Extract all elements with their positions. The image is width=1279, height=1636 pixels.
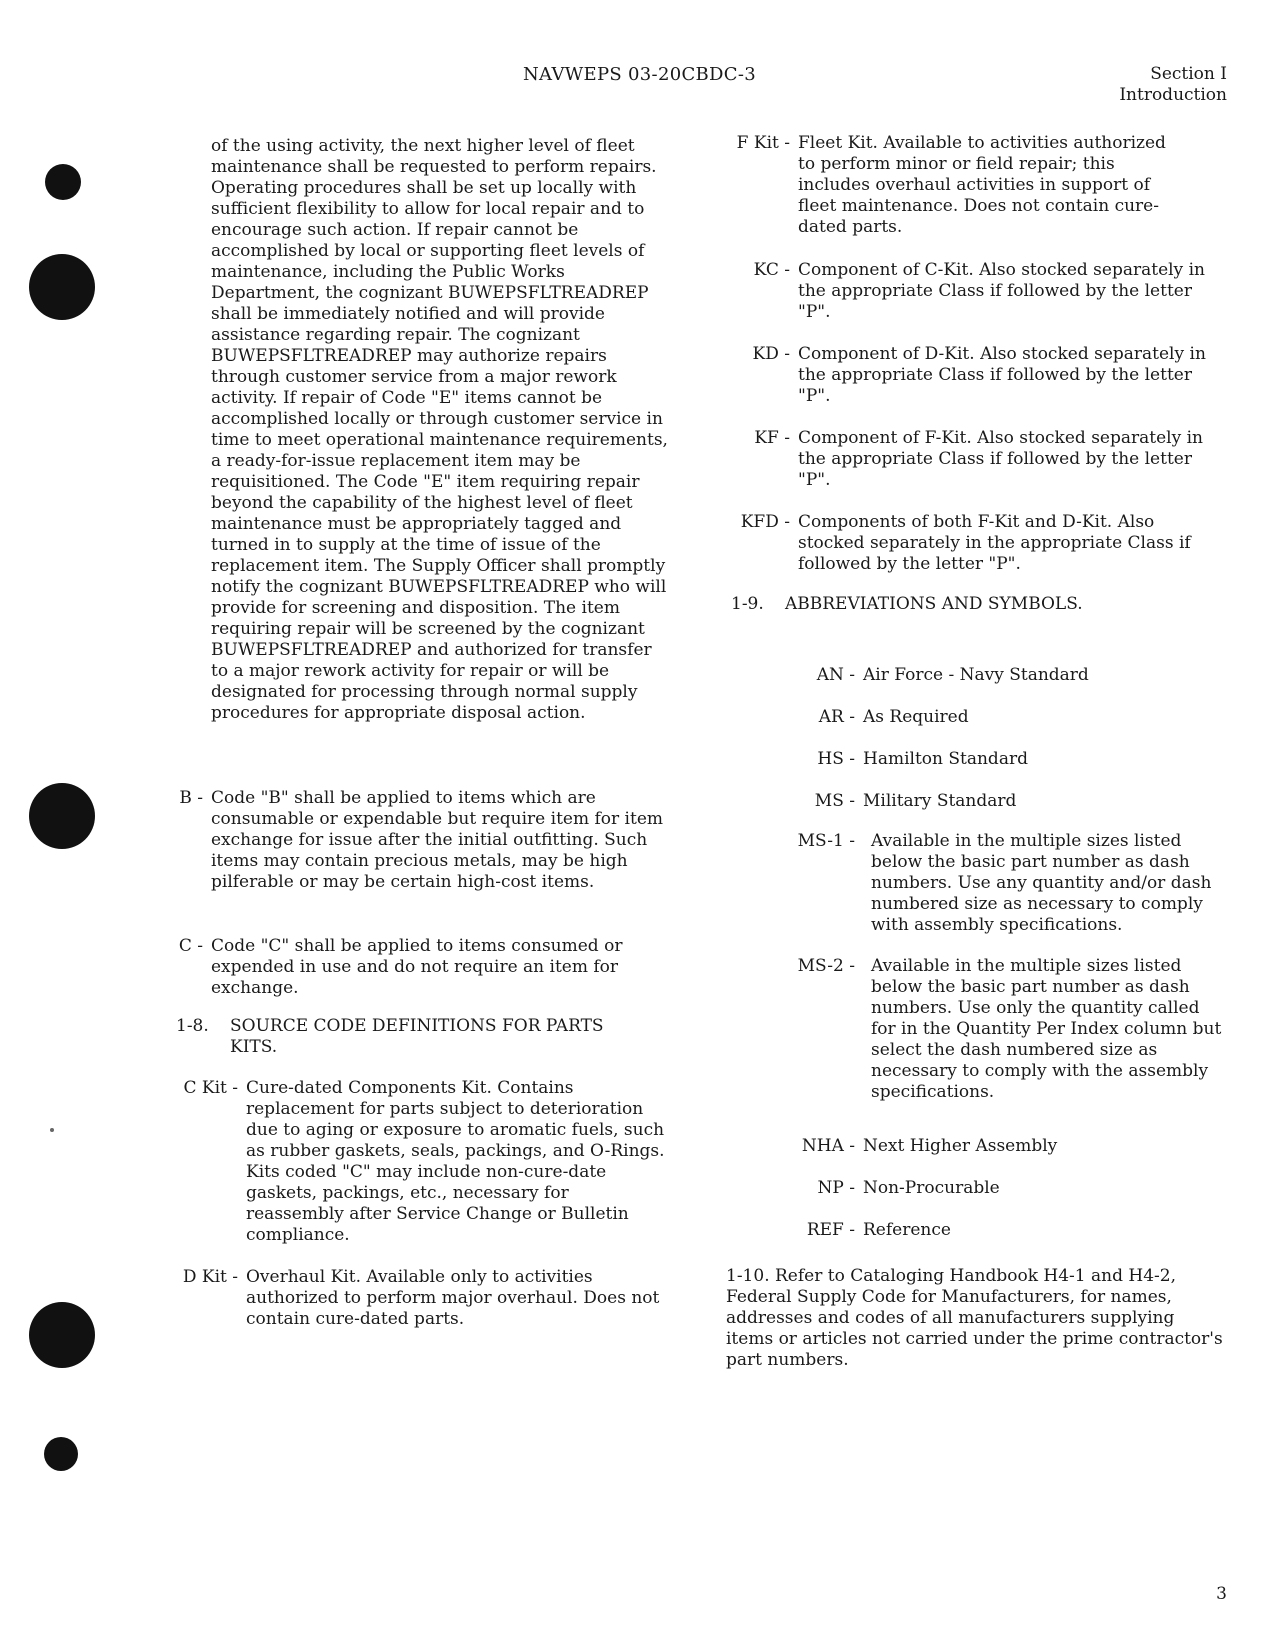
abbr-ar (740, 707, 1226, 749)
page-number: 3 (1216, 1584, 1227, 1604)
intro-paragraph: of the using activity, the next higher level of fleet maintenance shall be requested to perform repairs. Operating procedures shall be set up locally with sufficient flexibility to allow for local repair and to encourage such action. If repair cannot be accomplished by local or supporting fleet levels of maintenance, including the Public Works Department, the cognizant BUWEPSFLTREADREP shall be immediately notified and will provide assistance regarding repair. The cognizant BUWEPSFLTREADREP may authorize repairs through customer service from a major rework activity. If repair of Code "E" items cannot be accomplished locally or through customer service in time to meet operational maintenance requirements, a ready-for-issue replacement item may be requisitioned. The Code "E" item requiring repair beyond the capability of the highest level of fleet maintenance must be appropriately tagged and turned in to supply at the time of issue of the replacement item. The Supply Officer shall promptly notify the cognizant BUWEPSFLTREADREP who will provide for screening and disposition. The item requiring repair will be screened by the cognizant BUWEPSFLTREADREP and authorized for transfer to a major rework activity for repair or will be designated for processing through normal supply procedures for appropriate disposal action. (211, 136, 668, 723)
kfd-definition (726, 512, 1226, 575)
abbr-ar-text: As Required (863, 707, 969, 727)
abbr-an-key: AN - (816, 665, 855, 685)
kc-text: Component of C-Kit. Also stocked separately in the appropriate Class if followed by the letter "P". (798, 260, 1205, 322)
section-header (1119, 64, 1227, 106)
abbr-nha-text: Next Higher Assembly (863, 1136, 1058, 1156)
code-c-key: C - (178, 936, 203, 956)
abbr-ms (740, 791, 1226, 831)
kc-definition (726, 260, 1226, 323)
f-kit-definition (726, 133, 1226, 238)
heading-1-8 (176, 1016, 656, 1058)
code-c-definition (170, 936, 670, 999)
abbr-ms2-text: Available in the multiple sizes listed below the basic part number as dash numbers. Use only the quantity called for in the Quantity Per Index column but select the dash numbered size as necessary to comply with the assembly specifications. (871, 956, 1222, 1102)
f-kit-text: Fleet Kit. Available to activities authorized to perform minor or field repair; this includes overhaul activities in support of fleet maintenance. Does not contain cure-dated parts. (798, 133, 1166, 237)
binder-hole (44, 1437, 78, 1471)
kd-text: Component of D-Kit. Also stocked separately in the appropriate Class if followed by the letter "P". (798, 344, 1206, 406)
abbr-nha (740, 1136, 1226, 1178)
d-kit-text: Overhaul Kit. Available only to activities authorized to perform major overhaul. Does not contain cure-dated parts. (246, 1267, 660, 1329)
heading-1-9-number: 1-9. (731, 594, 764, 614)
kf-key: KF - (754, 428, 790, 448)
abbr-ms1 (740, 831, 1226, 956)
c-kit-definition (170, 1078, 670, 1246)
heading-1-9-title: ABBREVIATIONS AND SYMBOLS. (785, 594, 1083, 614)
kd-key: KD - (752, 344, 790, 364)
abbreviations-list (740, 665, 1226, 1262)
abbr-ar-key: AR - (818, 707, 855, 727)
abbr-ms1-key: MS-1 - (797, 831, 855, 851)
abbr-ref-key: REF - (806, 1220, 855, 1240)
d-kit-key: D Kit - (182, 1267, 238, 1287)
section-label: Section I (1150, 64, 1227, 84)
binder-hole (29, 783, 95, 849)
section-title: Introduction (1119, 85, 1227, 105)
abbr-np (740, 1178, 1226, 1220)
binder-hole (29, 1302, 95, 1368)
f-kit-key: F Kit - (736, 133, 790, 153)
abbr-nha-key: NHA - (801, 1136, 855, 1156)
kfd-text: Components of both F-Kit and D-Kit. Also stocked separately in the appropriate Class if followed by the letter "P". (798, 512, 1191, 574)
abbr-ref (740, 1220, 1226, 1262)
abbr-hs-text: Hamilton Standard (863, 749, 1028, 769)
code-b-key: B - (179, 788, 203, 808)
paragraph-1-10-block (726, 1266, 1226, 1371)
kf-text: Component of F-Kit. Also stocked separately in the appropriate Class if followed by the letter "P". (798, 428, 1203, 490)
heading-1-8-number: 1-8. (176, 1016, 209, 1036)
abbr-an-text: Air Force - Navy Standard (863, 665, 1089, 685)
abbr-ms-key: MS - (814, 791, 855, 811)
document-number: NAVWEPS 03-20CBDC-3 (523, 64, 756, 85)
binder-hole (45, 164, 81, 200)
kf-definition (726, 428, 1226, 491)
abbr-an (740, 665, 1226, 707)
abbr-ms2-key: MS-2 - (797, 956, 855, 976)
abbr-ref-text: Reference (863, 1220, 951, 1240)
c-kit-text: Cure-dated Components Kit. Contains replacement for parts subject to deterioration due to aging or exposure to aromatic fuels, such as rubber gaskets, seals, packings, and O-Rings. Kits coded "C" may include non-cure-date gaskets, packings, etc., necessary for reassembly after Service Change or Bulletin compliance. (246, 1078, 665, 1245)
abbr-ms-text: Military Standard (863, 791, 1017, 811)
abbr-hs-key: HS - (817, 749, 855, 769)
paragraph-1-10: 1-10. Refer to Cataloging Handbook H4-1 and H4-2, Federal Supply Code for Manufacturers, for names, addresses and codes of all manufacturers supplying items or articles not carried under the prime contractor's part numbers. (726, 1266, 1223, 1370)
intro-paragraph-block (211, 136, 671, 724)
speck (50, 1128, 54, 1132)
abbr-ms2 (740, 956, 1226, 1136)
d-kit-definition (170, 1267, 670, 1330)
kc-key: KC - (753, 260, 790, 280)
binder-hole (29, 254, 95, 320)
abbr-ms1-text: Available in the multiple sizes listed below the basic part number as dash numbers. Use any quantity and/or dash numbered size as necessary to comply with assembly specifications. (871, 831, 1212, 935)
code-c-text: Code "C" shall be applied to items consumed or expended in use and do not require an item for exchange. (211, 936, 623, 998)
c-kit-key: C Kit - (183, 1078, 238, 1098)
abbr-hs (740, 749, 1226, 791)
kd-definition (726, 344, 1226, 407)
heading-1-9 (731, 594, 1226, 615)
code-b-text: Code "B" shall be applied to items which are consumable or expendable but require item for item exchange for issue after the initial outfitting. Such items may contain precious metals, may be high pilferable or may be certain high-cost items. (211, 788, 663, 892)
heading-1-8-title: SOURCE CODE DEFINITIONS FOR PARTS KITS. (230, 1016, 604, 1057)
code-b-definition (170, 788, 670, 893)
kfd-key: KFD - (740, 512, 790, 532)
abbr-np-text: Non-Procurable (863, 1178, 1000, 1198)
abbr-np-key: NP - (817, 1178, 855, 1198)
